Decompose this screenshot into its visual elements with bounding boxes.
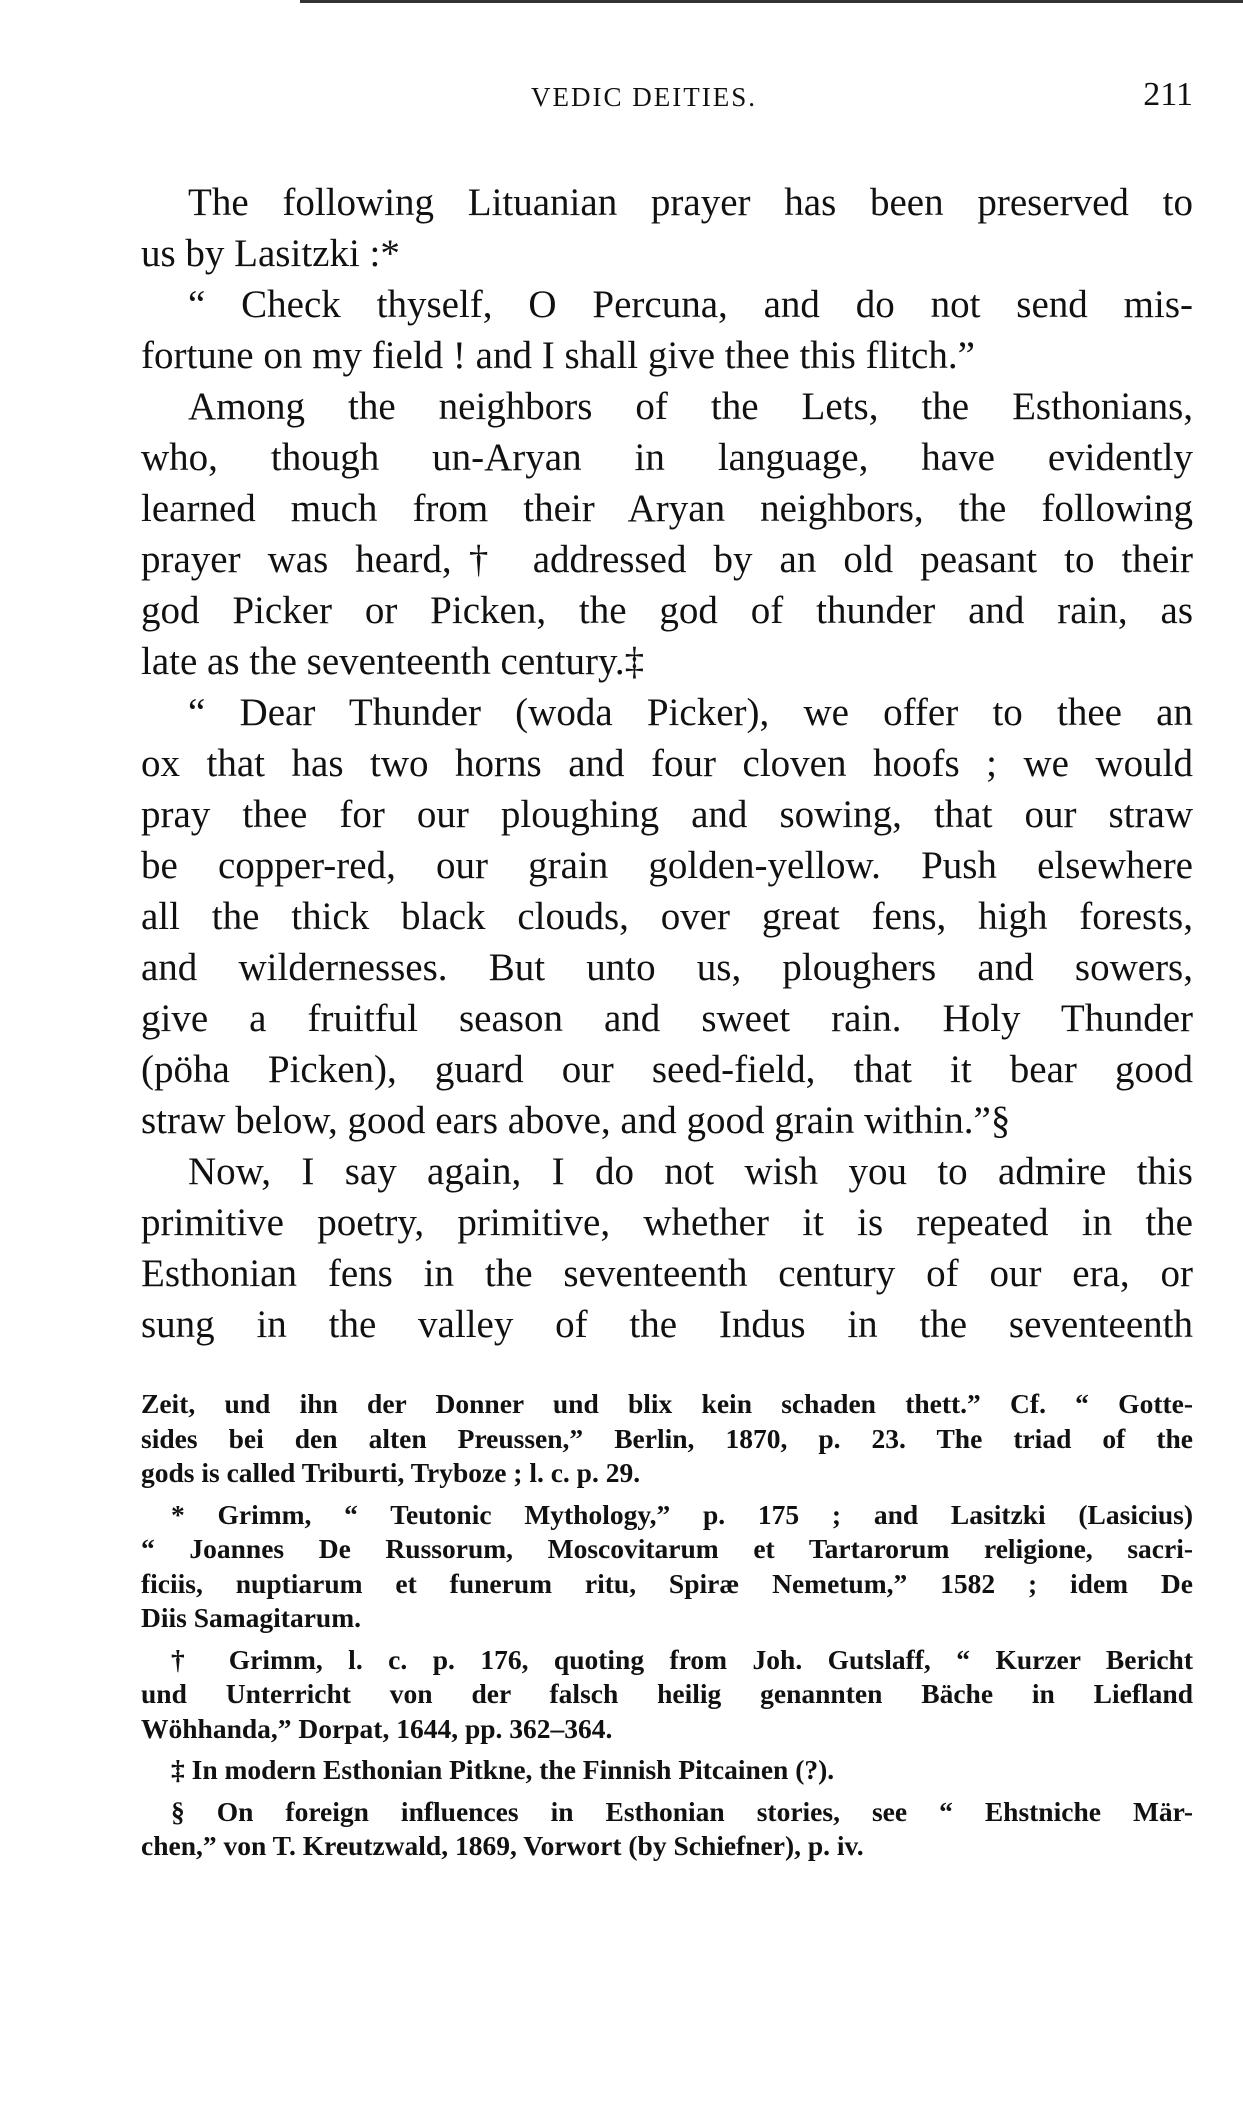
text-line: learned much from their Aryan neighbors, the following [141, 487, 1193, 530]
text-line: (pöha Picken), guard our seed-field, that it bear good [141, 1048, 1193, 1091]
text-line: all the thick black clouds, over great fens, high forests, [141, 895, 1193, 938]
text-line: and wildernesses. But unto us, ploughers and sowers, [141, 946, 1193, 989]
footnote [141, 1643, 1193, 1747]
footnote [141, 1795, 1193, 1864]
footnote-line: “ Joannes De Russorum, Moscovitarum et Tartarorum religione, sacri- [141, 1533, 1193, 1564]
footnote-line: † Grimm, l. c. p. 176, quoting from Joh. Gutslaff, “ Kurzer Bericht [171, 1643, 1193, 1675]
footnote [141, 1387, 1193, 1491]
text-line: Now, I say again, I do not wish you to admire this [188, 1150, 1193, 1193]
footnote-line: § On foreign influences in Esthonian stories, see “ Ehstniche Mär- [171, 1795, 1193, 1827]
text-line: pray thee for our ploughing and sowing, that our straw [141, 793, 1193, 836]
scan-edge-line [300, 0, 1243, 3]
footnote-line: Diis Samagitarum. [141, 1602, 361, 1633]
text-line: “ Dear Thunder (woda Picker), we offer to thee an [188, 691, 1193, 734]
text-line: “ Check thyself, O Percuna, and do not send mis- [188, 283, 1193, 326]
footnote-line: sides bei den alten Preussen,” Berlin, 1870, p. 23. The triad of the [141, 1422, 1193, 1454]
footnote [141, 1753, 1193, 1788]
footnote-line: Wöhhanda,” Dorpat, 1644, pp. 362–364. [141, 1712, 613, 1744]
running-title: VEDIC DEITIES. [531, 82, 757, 112]
footnote-line: und Unterricht von der falsch heilig genannten Bäche in Liefland [141, 1678, 1193, 1709]
footnote-line: Zeit, und ihn der Donner und blix kein schaden thett.” Cf. “ Gotte- [141, 1388, 1193, 1419]
text-line: sung in the valley of the Indus in the seventeenth [141, 1303, 1193, 1346]
footnote-line: * Grimm, “ Teutonic Mythology,” p. 175 ; and Lasitzki (Lasicius) [171, 1498, 1193, 1530]
text-line: be copper-red, our grain golden-yellow. Push elsewhere [141, 844, 1193, 887]
text-line: late as the seventeenth century.‡ [141, 640, 645, 683]
footnotes [141, 1387, 1193, 1864]
page-number: 211 [1143, 76, 1193, 113]
footnote-line: chen,” von T. Kreutzwald, 1869, Vorwort (by Schiefner), p. iv. [141, 1830, 864, 1861]
text-line: Among the neighbors of the Lets, the Esthonians, [188, 385, 1193, 428]
text-line: who, though un-Aryan in language, have evidently [141, 436, 1193, 479]
text-line: The following Lituanian prayer has been preserved to [188, 181, 1193, 224]
page-header [141, 76, 1193, 122]
footnote-line: gods is called Triburti, Tryboze ; l. c. p. 29. [141, 1457, 641, 1488]
text-line: give a fruitful season and sweet rain. Holy Thunder [141, 997, 1193, 1040]
text-line: us by Lasitzki :* [141, 232, 400, 275]
text-line: primitive poetry, primitive, whether it is repeated in the [141, 1201, 1193, 1244]
footnote-line: ‡ In modern Esthonian Pitkne, the Finnish Pitcainen (?). [171, 1754, 835, 1785]
text-line: Esthonian fens in the seventeenth century of our era, or [141, 1252, 1193, 1295]
text-line: ox that has two horns and four cloven hoofs ; we would [141, 742, 1193, 785]
footnote-line: ficiis, nuptiarum et funerum ritu, Spiræ Nemetum,” 1582 ; idem De [141, 1567, 1193, 1599]
text-line: straw below, good ears above, and good grain within.”§ [141, 1099, 1011, 1142]
text-line: prayer was heard,† addressed by an old peasant to their [141, 538, 1193, 581]
main-text [141, 177, 1193, 1350]
text-line: fortune on my field ! and I shall give thee this flitch.” [141, 334, 975, 377]
footnote [141, 1498, 1193, 1636]
text-line: god Picker or Picken, the god of thunder and rain, as [141, 589, 1193, 632]
